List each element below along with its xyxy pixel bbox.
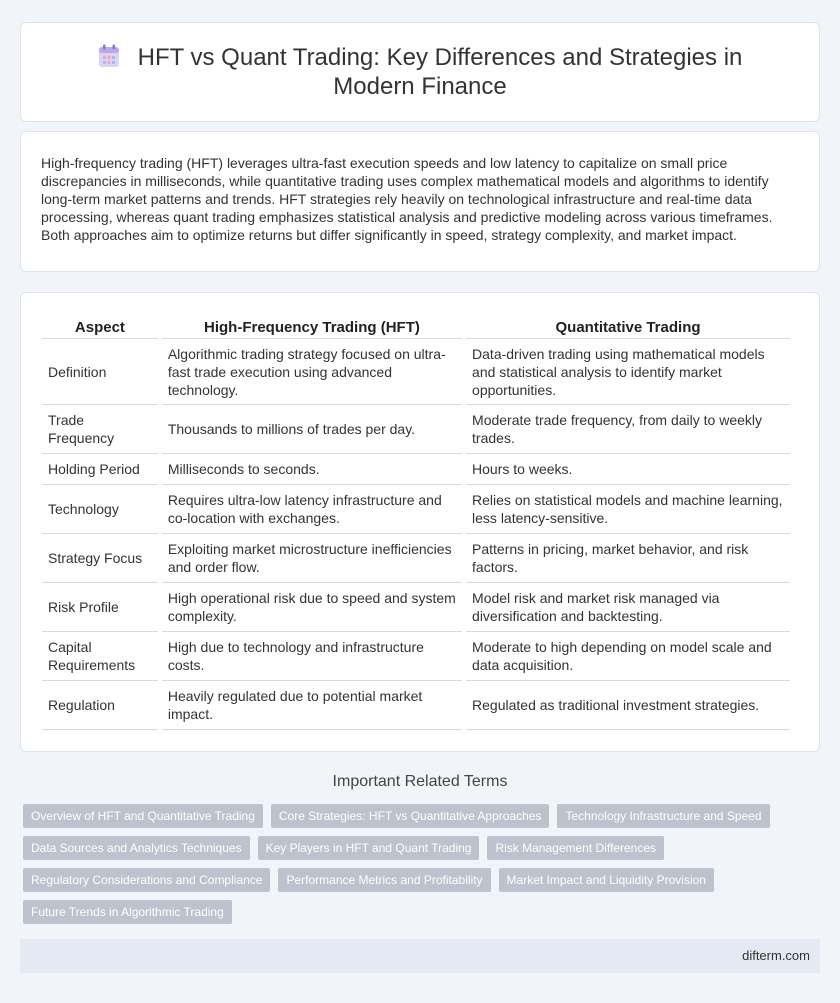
related-term-tag[interactable]: Market Impact and Liquidity Provision <box>499 868 714 892</box>
table-row <box>42 632 790 681</box>
row-quant: Data-driven trading using mathematical models and statistical analysis to identify market opportunities. <box>466 339 790 405</box>
row-quant: Relies on statistical models and machine learning, less latency-sensitive. <box>466 485 790 534</box>
comparison-table <box>38 315 794 730</box>
related-term-tag[interactable]: Core Strategies: HFT vs Quantitative Approaches <box>271 804 550 828</box>
row-quant: Moderate to high depending on model scale and data acquisition. <box>466 632 790 681</box>
row-aspect: Technology <box>42 485 158 534</box>
title-card <box>20 22 820 122</box>
footer <box>20 939 820 973</box>
intro-card <box>20 131 820 272</box>
row-hft: Thousands to millions of trades per day. <box>162 405 462 454</box>
row-quant: Regulated as traditional investment strategies. <box>466 681 790 730</box>
row-hft: High operational risk due to speed and system complexity. <box>162 583 462 632</box>
row-quant: Hours to weeks. <box>466 454 790 485</box>
row-quant: Model risk and market risk managed via diversification and backtesting. <box>466 583 790 632</box>
related-term-tag[interactable]: Key Players in HFT and Quant Trading <box>258 836 480 860</box>
related-terms-heading: Important Related Terms <box>332 773 508 790</box>
header-aspect: Aspect <box>42 315 158 339</box>
row-aspect: Capital Requirements <box>42 632 158 681</box>
table-row <box>42 405 790 454</box>
table-row <box>42 534 790 583</box>
related-term-tag[interactable]: Overview of HFT and Quantitative Trading <box>23 804 263 828</box>
related-term-tag[interactable]: Performance Metrics and Profitability <box>278 868 490 892</box>
calendar-icon <box>98 44 120 68</box>
row-aspect: Holding Period <box>42 454 158 485</box>
table-row <box>42 681 790 730</box>
table-header-row <box>42 315 790 339</box>
header-hft: High-Frequency Trading (HFT) <box>162 315 462 339</box>
row-aspect: Risk Profile <box>42 583 158 632</box>
related-term-tag[interactable]: Technology Infrastructure and Speed <box>557 804 769 828</box>
related-terms-list <box>23 804 813 932</box>
intro-paragraph: High-frequency trading (HFT) leverages ultra-fast execution speeds and low latency to capitalize on small price discrepancies in milliseconds, while quantitative trading uses complex mathematical models and algorithms to identify long-term market patterns and trends. HFT strategies rely heavily on technological infrastructure and real-time data processing, whereas quant trading emphasizes statistical analysis and predictive modeling across various timeframes. Both approaches aim to optimize returns but differ significantly in speed, strategy complexity, and market impact. <box>41 155 773 243</box>
footer-site-link[interactable]: difterm.com <box>742 948 810 963</box>
page-title-text: HFT vs Quant Trading: Key Differences and Strategies in Modern Finance <box>137 44 743 100</box>
row-hft: Exploiting market microstructure inefficiencies and order flow. <box>162 534 462 583</box>
row-hft: High due to technology and infrastructure costs. <box>162 632 462 681</box>
row-quant: Patterns in pricing, market behavior, and risk factors. <box>466 534 790 583</box>
row-hft: Algorithmic trading strategy focused on ultra-fast trade execution using advanced technology. <box>162 339 462 405</box>
row-quant: Moderate trade frequency, from daily to weekly trades. <box>466 405 790 454</box>
table-row <box>42 583 790 632</box>
related-term-tag[interactable]: Risk Management Differences <box>487 836 664 860</box>
row-aspect: Definition <box>42 339 158 405</box>
row-hft: Milliseconds to seconds. <box>162 454 462 485</box>
comparison-card <box>20 292 820 752</box>
page-title <box>21 43 819 101</box>
row-aspect: Strategy Focus <box>42 534 158 583</box>
table-row <box>42 485 790 534</box>
row-aspect: Trade Frequency <box>42 405 158 454</box>
row-aspect: Regulation <box>42 681 158 730</box>
row-hft: Requires ultra-low latency infrastructure and co-location with exchanges. <box>162 485 462 534</box>
table-row <box>42 454 790 485</box>
related-term-tag[interactable]: Data Sources and Analytics Techniques <box>23 836 250 860</box>
related-term-tag[interactable]: Regulatory Considerations and Compliance <box>23 868 270 892</box>
table-row <box>42 339 790 405</box>
row-hft: Heavily regulated due to potential market impact. <box>162 681 462 730</box>
related-term-tag[interactable]: Future Trends in Algorithmic Trading <box>23 900 232 924</box>
header-quant: Quantitative Trading <box>466 315 790 339</box>
